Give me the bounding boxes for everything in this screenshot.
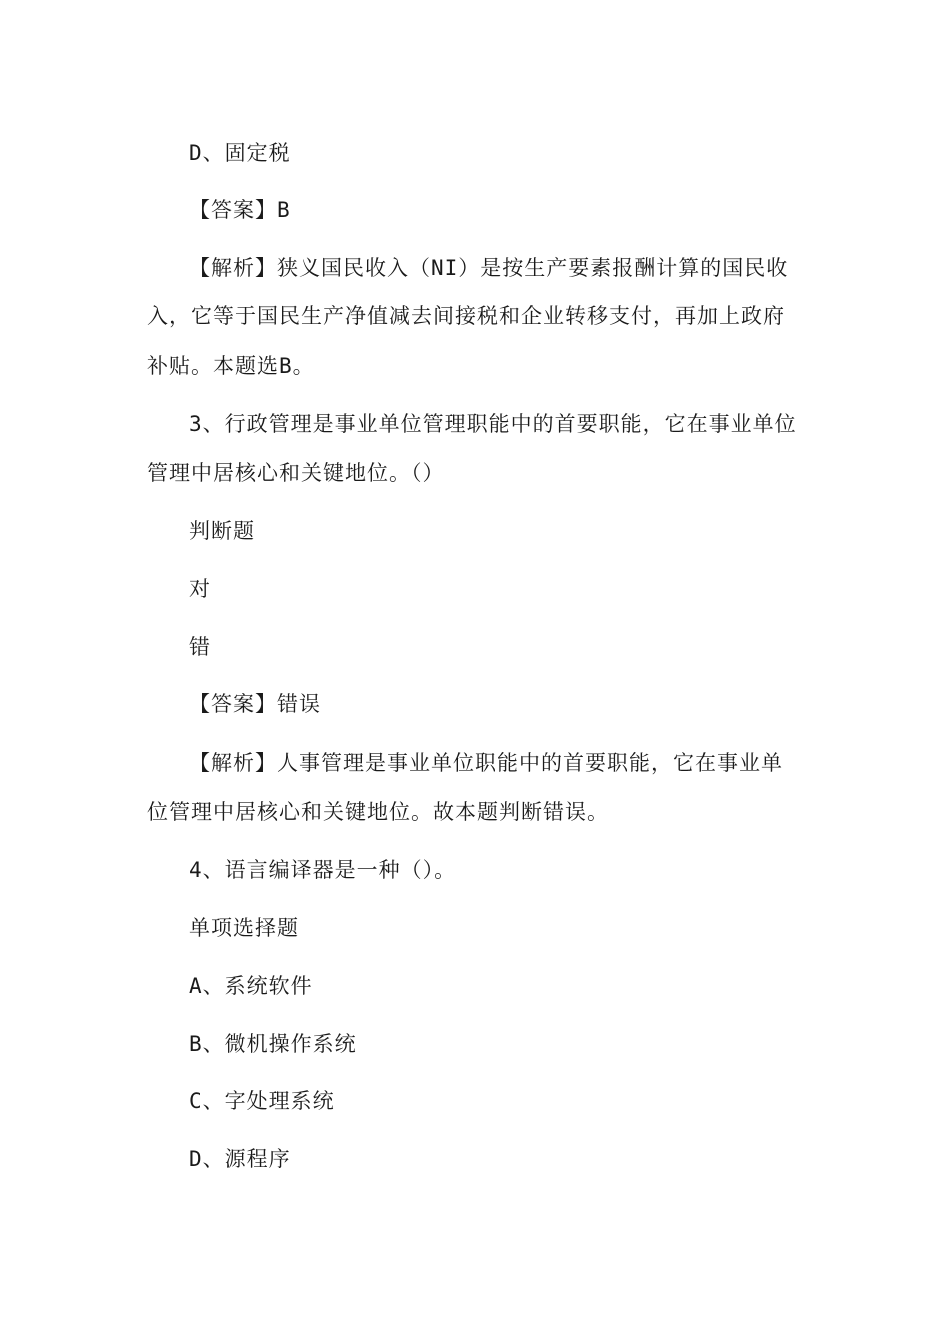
- q4-question-type: 单项选择题: [189, 916, 299, 940]
- q3-answer: 【答案】错误: [189, 692, 321, 716]
- q4-stem: 4、语言编译器是一种（）。: [189, 858, 457, 882]
- q4-option-d: D、源程序: [189, 1147, 291, 1171]
- q2-answer: 【答案】B: [189, 198, 291, 222]
- q3-stem-line-1: 3、行政管理是事业单位管理职能中的首要职能，它在事业单位: [189, 412, 797, 436]
- q2-analysis-line-3: 补贴。本题选B。: [147, 354, 315, 378]
- q2-option-d: D、固定税: [189, 141, 291, 165]
- q2-analysis-line-2: 入，它等于国民生产净值减去间接税和企业转移支付，再加上政府: [147, 304, 785, 328]
- q3-analysis-line-2: 位管理中居核心和关键地位。故本题判断错误。: [147, 800, 609, 824]
- q3-option-false: 错: [189, 635, 211, 659]
- q3-stem-line-2: 管理中居核心和关键地位。（）: [147, 461, 445, 485]
- q3-option-true: 对: [189, 577, 211, 601]
- q3-analysis-line-1: 【解析】人事管理是事业单位职能中的首要职能，它在事业单: [189, 751, 783, 775]
- q3-question-type: 判断题: [189, 519, 255, 543]
- q2-analysis-line-1: 【解析】狭义国民收入（NI）是按生产要素报酬计算的国民收: [189, 256, 789, 280]
- q4-option-b: B、微机操作系统: [189, 1032, 357, 1056]
- q4-option-a: A、系统软件: [189, 974, 313, 998]
- q4-option-c: C、字处理系统: [189, 1089, 335, 1113]
